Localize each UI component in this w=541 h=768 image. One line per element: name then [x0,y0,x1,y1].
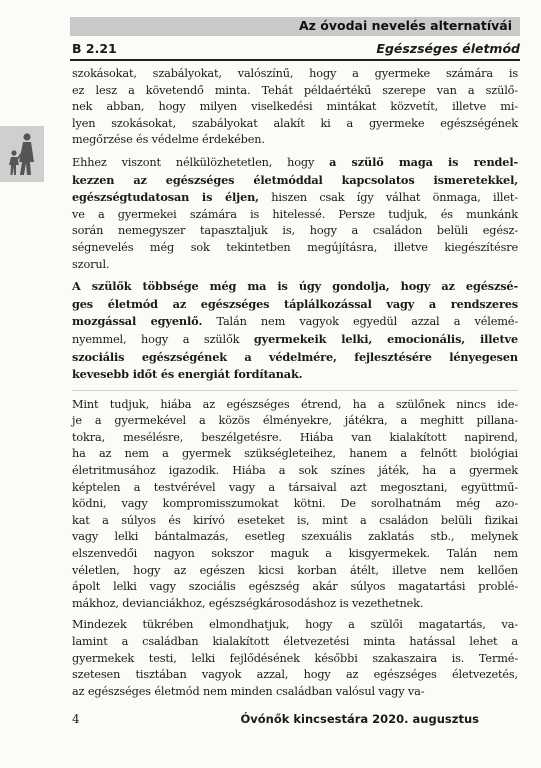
text-run: Mindezek tükrében elmondhatjuk, hogy a szülői magatartás, va- [72,618,518,632]
article-body [72,66,518,705]
parent-and-child-icon [6,132,38,176]
text-run: Mint tudjuk, hiába az egészséges étrend, ha a szülőnek nincs ide- [72,397,518,411]
text-run: ha az nem a gyermek szükségleteihez, hanem a felnőtt biológiai [72,447,518,461]
text-run: képtelen a testvérével vagy a társaival azt megosztani, együttmű- [72,480,518,494]
bold-text: A szülők többsége még ma is úgy gondolja, hogy az egészsé- [72,279,518,294]
text-run: nek abban, hogy milyen viselkedési mintákat közvetít, illetve mi- [72,100,518,114]
text-run: ködni, vagy kompromisszumokat kötni. De sorolhatnám még azo- [72,497,518,511]
text-line [72,563,518,580]
text-line [72,366,518,384]
text-line [72,132,518,149]
section-title: Egészséges életmód [376,41,520,56]
text-run: ségnevelés még sok tekintetben megújításra, illetve kiegészítésre [72,240,518,254]
text-line [72,667,518,684]
text-run: szorul. [72,257,110,271]
text-line [72,172,518,190]
text-line [72,116,518,133]
text-run: vagy lelki bántalmazás, esetleg szexuális zaklatás stb., melynek [72,530,518,544]
paragraph [72,397,518,618]
text-run: tokra, mesélésre, beszélgetésre. Hiába van kialakított napirend, [72,430,518,444]
text-run: életritmusához igazodik. Hiába a sok színes játék, ha a gyermek [72,464,518,478]
text-run: kat a súlyos és kirívó eseteket is, mint a családon belüli fizikai [72,513,518,527]
text-run: megőrzése és védelme érdekében. [72,133,265,147]
book-title: Az óvodai nevelés alternatívái [298,18,512,33]
text-run: Talán nem vagyok egyedül azzal a vélemé- [202,315,519,329]
text-line [72,513,518,530]
text-line [72,634,518,651]
text-line [72,349,518,367]
text-line [72,397,518,414]
side-tab [0,126,44,182]
text-line [72,189,518,207]
bold-text: mozgással egyenlő. [72,314,203,329]
bold-text: kevesebb időt és energiát fordítanak. [72,367,303,382]
text-run: hiszen csak így válhat önmaga, illet- [258,191,518,205]
text-line [72,529,518,546]
text-line [72,313,518,331]
paragraph [72,154,518,278]
header-rule [70,59,520,61]
text-line [72,296,518,314]
section-code: B 2.21 [72,41,117,56]
text-run: véletlen, hogy az egészen kicsi korban átélt, illetve nem kellően [72,563,518,577]
publication-name: Óvónők kincsestára 2020. augusztus [240,712,479,726]
bold-text: a szülő maga is rendel- [329,154,518,169]
text-run: ez lesz a követendő minta. Tehát példaértékű szerepe van a szülő- [72,83,518,97]
bold-text: kezzen az egészséges életmóddal kapcsolatos ismeretekkel, [72,172,518,187]
text-line [72,546,518,563]
bold-text: egészségtudatosan is éljen, [72,190,259,205]
bold-text: gyermekeik lelki, emocionális, illetve [253,331,518,346]
text-run: je a gyermekével a közös élményekre, játékra, a meghitt pillana- [72,414,518,428]
text-line [72,240,518,257]
text-line [72,446,518,463]
text-line [72,684,518,701]
page-number: 4 [72,712,80,726]
text-line [72,207,518,224]
text-line [72,651,518,668]
text-run: nyemmel, hogy a szülők [72,332,254,346]
text-line [72,430,518,447]
text-run: lamint a családban kialakított életvezetési minta hatással lehet a [72,635,518,648]
text-run: az egészséges életmód nem minden családban valósul vagy va- [72,684,425,698]
paragraph [72,617,518,705]
text-run: elszenvedői nagyon sokszor maguk a kisgyermekek. Talán nem [72,547,518,561]
text-run: során nemegyszer tapasztaljuk is, hogy a családon belüli egész- [72,224,518,238]
text-line [72,579,518,596]
bold-text: szociális egészségének a védelmére, fejlesztésére lényegesen [72,349,518,364]
text-line [72,496,518,513]
text-run: szokásokat, szabályokat, valószínű, hogy a gyermeke számára is [72,67,518,80]
text-run: Ehhez viszont nélkülözhetetlen, hogy [72,155,330,169]
text-line [72,99,518,116]
text-line [72,331,518,349]
text-line [72,154,518,172]
text-line [72,66,518,83]
text-run: gyermekek testi, lelki fejlődésének későbbi szakaszaira is. Termé- [72,651,518,665]
text-line [72,617,518,634]
text-line [72,83,518,100]
text-run: lyen szokásokat, szabályokat alakít ki a gyermeke egészségének [72,116,518,130]
text-line [72,223,518,240]
text-run: szetesen tisztában vagyok azzal, hogy az egészséges életvezetés, [72,668,518,682]
paragraph [72,278,518,391]
header-band [70,17,520,36]
text-line [72,257,518,274]
text-line [72,480,518,497]
paragraph [72,66,518,154]
text-run: mákhoz, devianciákhoz, egészségkárosodáshoz is vezethetnek. [72,596,424,610]
text-line [72,413,518,430]
bold-text: ges életmód az egészséges táplálkozással vagy a rendszeres [72,296,518,311]
text-line [72,463,518,480]
text-line [72,596,518,613]
text-line [72,278,518,296]
text-run: ápolt lelki vagy szociális egészség akár súlyos magatartási problé- [72,580,518,594]
text-run: ve a gyermekei számára is hitelessé. Persze tudjuk, és munkánk [72,207,518,221]
